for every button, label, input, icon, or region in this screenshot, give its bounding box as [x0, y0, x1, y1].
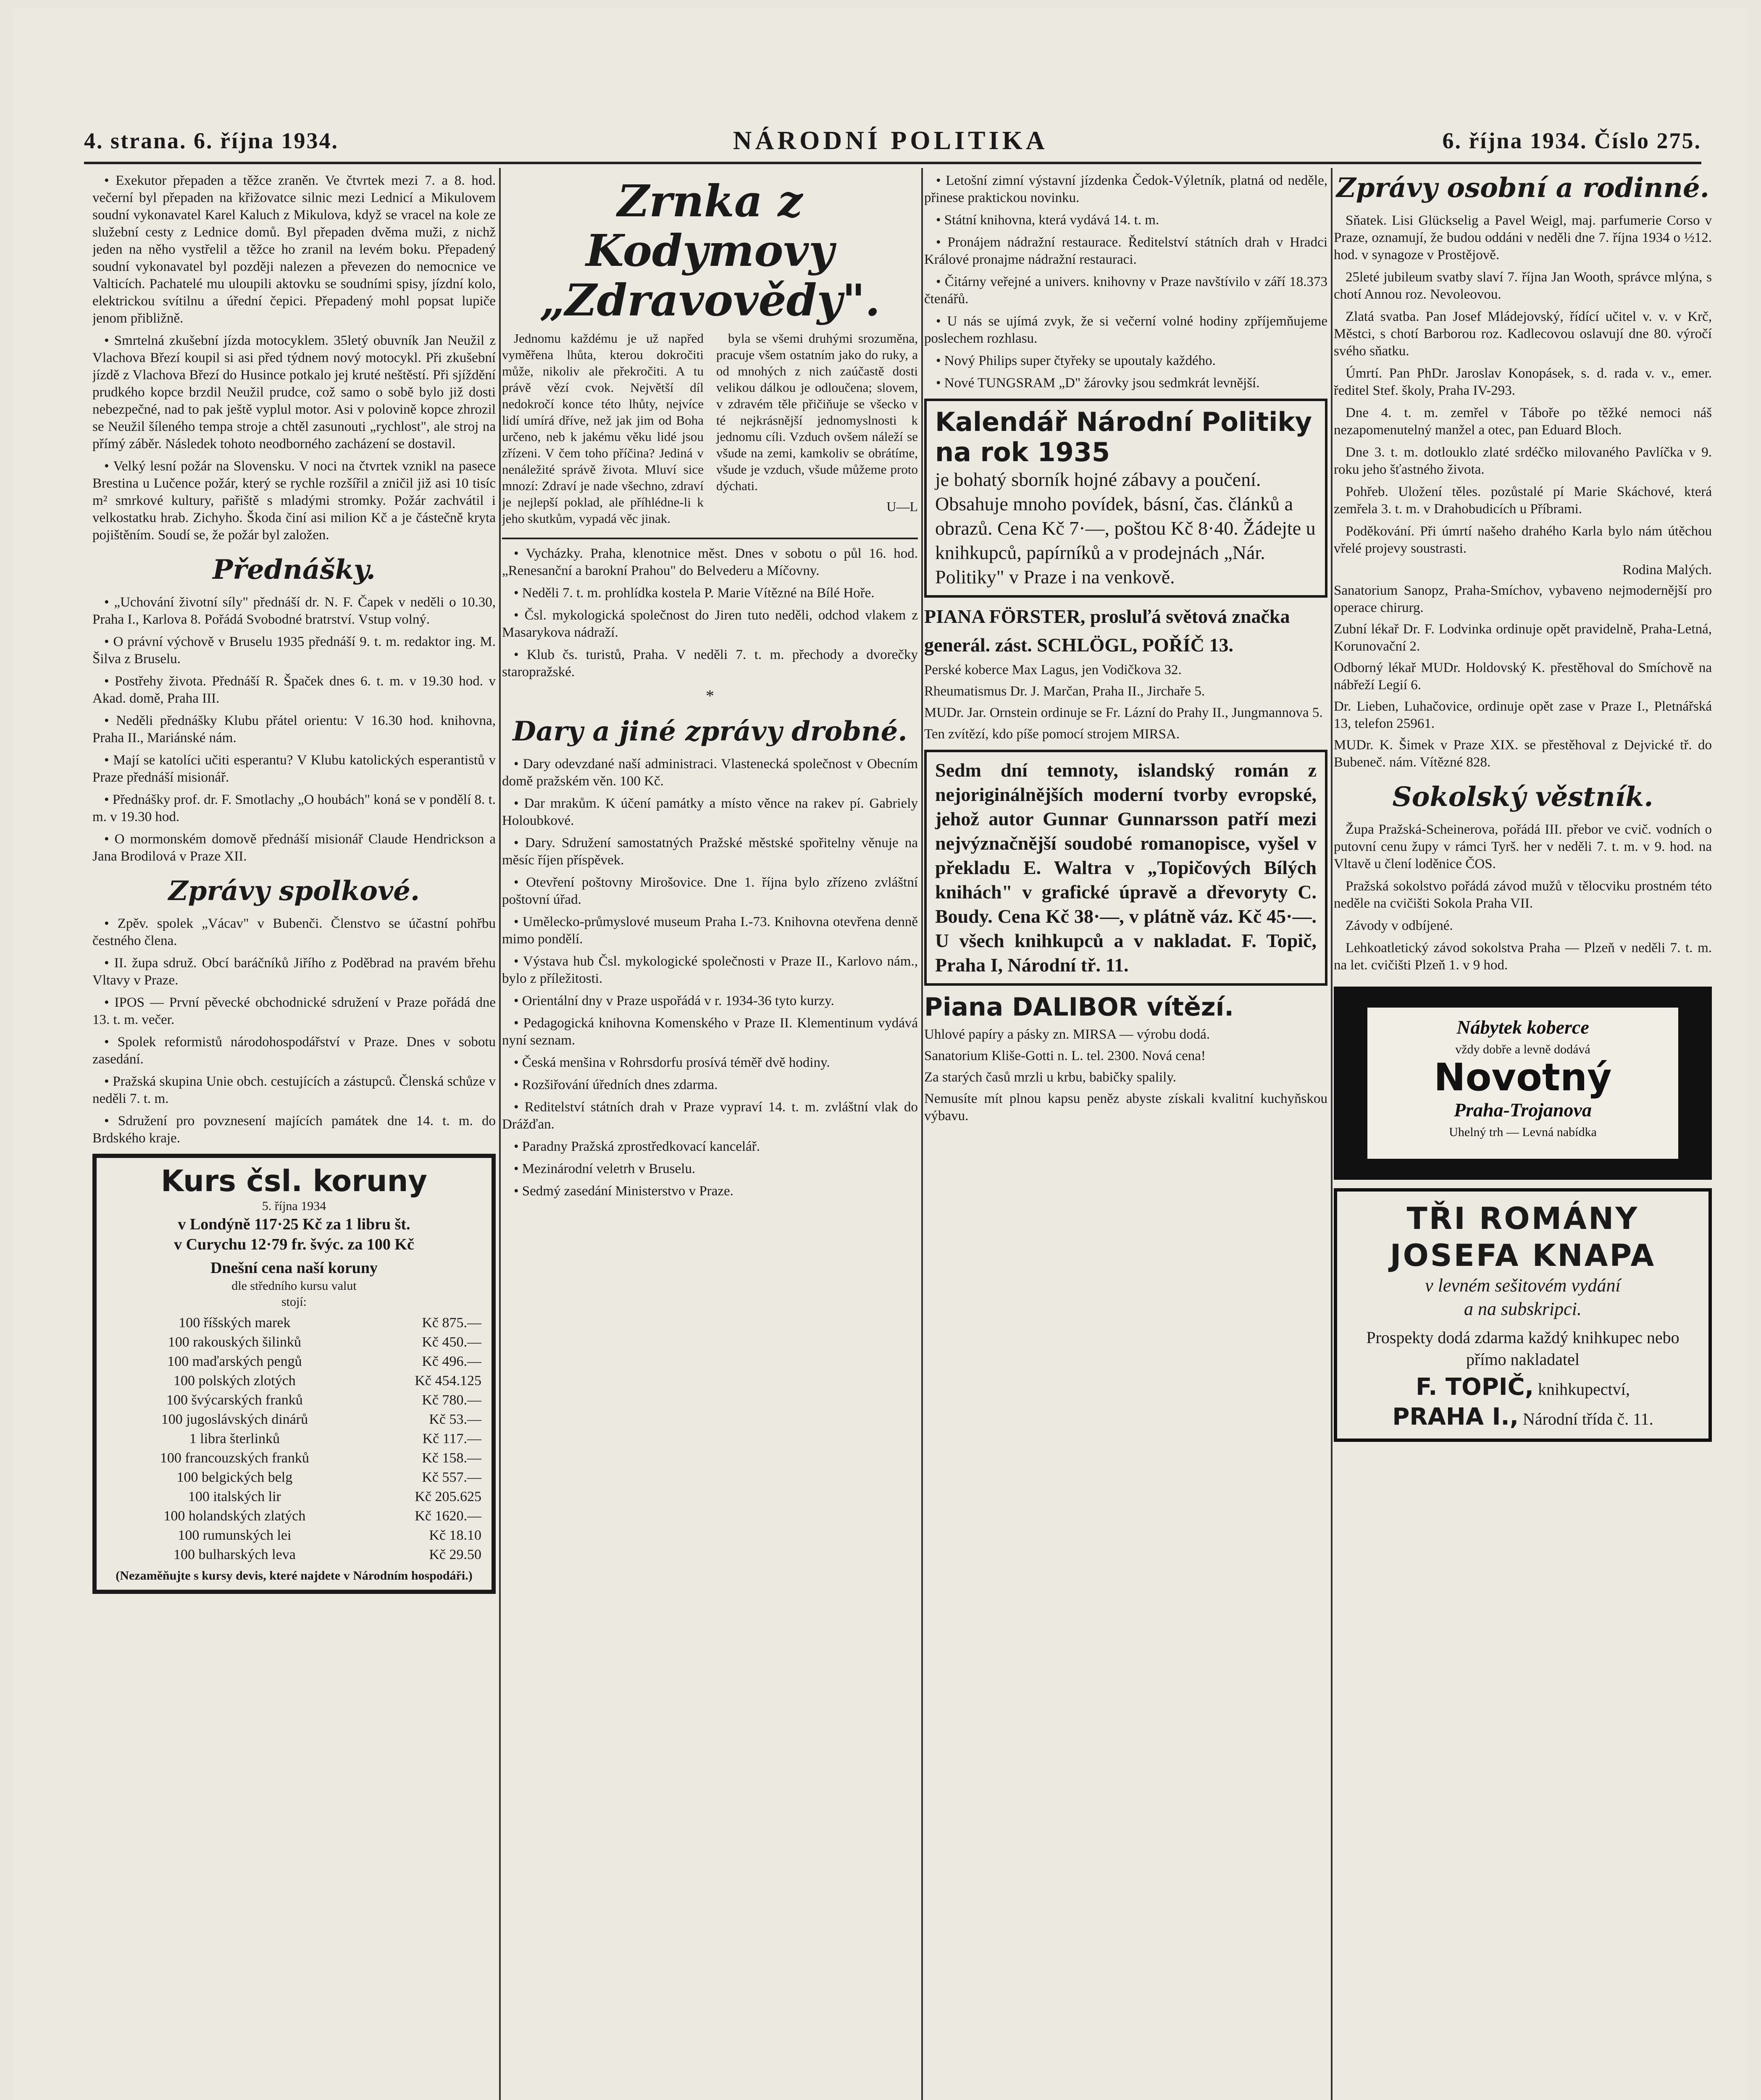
currency-row — [105, 1391, 483, 1410]
lecture-item: • O mormonském domově přednáší misionář Claude Hendrickson a Jana Brodilová v Praze XII. — [92, 832, 496, 864]
classified-ad: MUDr. K. Šimek v Praze XIX. se přestěhoval z Dejvické tř. do Bubeneč. nám. Vítězné 828. — [1334, 738, 1712, 770]
furniture-ad-small: Uhelný trh — Levná nabídka — [1449, 1125, 1597, 1139]
calendar-ad — [924, 399, 1327, 598]
short-news-item: • Umělecko-průmyslové museum Praha I.-73. Knihovna otevřena denně mimo pondělí. — [502, 914, 918, 947]
currency-row — [105, 1507, 483, 1526]
society-item: • IPOS — První pěvecké obchodnické sdružení v Praze pořádá dne 13. t. m. večer. — [92, 995, 496, 1027]
knap-ad-publisher-type: knihkupectví, — [1538, 1380, 1630, 1399]
currency-row — [105, 1468, 483, 1487]
column-rule — [1331, 168, 1333, 2100]
book-ad — [924, 750, 1327, 986]
furniture-ad-place: Praha-Trojanova — [1454, 1099, 1592, 1121]
lecture-item: • Přednášky prof. dr. F. Smotlachy „O houbách" koná se v pondělí 8. t. m. v 19.30 hod. — [92, 792, 496, 824]
piano-dalibor-ad: Piana DALIBOR vítězí. — [924, 992, 1234, 1022]
classified-ad: Dr. Lieben, Luhačovice, ordinuje opět zase v Praze I., Pletnářská 13, telefon 25961. — [1334, 699, 1712, 731]
news-item: • Státní knihovna, která vydává 14. t. m. — [936, 213, 1159, 228]
currency-name: 100 italských lir — [188, 1489, 281, 1504]
currency-row — [105, 1449, 483, 1468]
calendar-ad-body: je bohatý sborník hojné zábavy a poučení. Obsahuje mnoho povídek, básní, čas. článků a obrazů. Cena Kč 7·—, poštou Kč 8·40. Žádejte u knihkupců, papírníků a v prodejnách „Nár. Politiky" v Praze i na venkově. — [935, 469, 1316, 588]
currency-name: 100 holandských zlatých — [163, 1508, 306, 1524]
news-item: • Klub čs. turistů, Praha. V neděli 7. t. m. přechody a dvorečky staropražské. — [502, 647, 918, 680]
currency-name: 100 říšských marek — [179, 1315, 291, 1331]
feature-title: Zrnka z Kodymovy „Zdravovědy". — [539, 175, 880, 326]
news-item: • Neděli 7. t. m. prohlídka kostela P. Marie Vítězné na Bílé Hoře. — [514, 585, 875, 601]
knap-ad-publisher: F. TOPIČ, — [1416, 1373, 1534, 1401]
short-news-item: • Mezinárodní veletrh v Bruselu. — [514, 1161, 696, 1176]
header-rule — [84, 162, 1701, 164]
currency-subtitle: Dnešní cena naší koruny — [210, 1259, 378, 1277]
currency-row — [105, 1371, 483, 1391]
currency-value: Kč 875.— — [422, 1315, 481, 1331]
feature-text-b: byla se všemi druhými srozuměna, pracuje všem ostatním jako do ruky, a od mnohých z nich zaúčastě dosti velikou dálkou je odloučena; slovem, v zdravém těle přičiňuje se všecko v té nejkrásnější jednomyslnosti k jednomu cíli. Vzduch ovšem náleží se všude na zemi, kamkoliv se obrátíme, všude je vzduch, všude můžeme proto dýchati. — [716, 331, 918, 493]
news-item: • Letošní zimní výstavní jízdenka Čedok-Výletník, platná od neděle, přinese praktickou novinku. — [924, 173, 1327, 205]
knap-ad-line-1: v levném sešitovém vydání — [1425, 1275, 1621, 1296]
currency-name: 100 francouzských franků — [160, 1450, 309, 1466]
currency-row — [105, 1313, 483, 1333]
header-left: 4. strana. 6. října 1934. — [84, 128, 339, 153]
furniture-ad-name: Novotný — [1434, 1055, 1612, 1100]
currency-name: 100 švýcarských franků — [166, 1392, 303, 1408]
currency-name: 100 bulharských leva — [173, 1547, 296, 1562]
column-1 — [92, 172, 496, 2100]
currency-date: 5. října 1934 — [262, 1199, 326, 1213]
currency-rates-box — [92, 1154, 496, 1594]
feature-text-a: Jednomu každému je už napřed vyměřena lhůta, kterou dokročiti může, nikoliv ale překročiti. A tu právě vězí cvok. Největší díl nedokročí konce této lhůty, nejvíce lidí umírá dříve, než jak jim od Boha určeno, neb k jakému věku lidé jsou zřízeni. V čem toho příčina? Jediná v nenáležité správě života. Mluví sice mnozí: Zdraví je nade všechno, zdraví je nejlepší poklad, ale příhlédne-li k jeho skutkům, vypadá věc jinak. — [502, 331, 704, 526]
short-news-item: • Paradny Pražská zprostředkovací kancelář. — [514, 1139, 760, 1154]
knap-ad-address: Národní třída č. 11. — [1522, 1410, 1653, 1428]
currency-row — [105, 1545, 483, 1564]
classified-ad: Sanatorium Sanopz, Praha-Smíchov, vybaveno nejmodernější pro operace chirurg. — [1334, 583, 1712, 615]
currency-name: 100 rakouských šilinků — [168, 1334, 302, 1350]
masthead-title: NÁRODNÍ POLITIKA — [733, 126, 1048, 155]
section-heading-gifts: Dary a jiné zprávy drobné. — [513, 716, 907, 747]
personal-item: Sňatek. Lisi Glückselig a Pavel Weigl, maj. parfumerie Corso v Praze, oznamují, že budou oddáni v neděli dne 7. října 1934 o ½12. hod. v synagoze v Prostějově. — [1334, 213, 1712, 262]
short-news-item: • Pedagogická knihovna Komenského v Praze II. Klementinum vydává nyní seznam. — [502, 1016, 918, 1048]
currency-value: Kč 117.— — [422, 1431, 481, 1446]
society-item: • Sdružení pro povznesení majících památek dne 14. t. m. do Brdského kraje. — [92, 1113, 496, 1146]
short-news-item: • Orientální dny v Praze uspořádá v r. 1934-36 tyto kurzy. — [514, 993, 834, 1008]
short-news-item: • Dary odevzdané naší administraci. Vlastenecká společnost v Obecním domě pražském věn. 100 Kč. — [502, 756, 918, 789]
society-item: • Spolek reformistů národohospodářství v Praze. Dnes v sobotu zasedání. — [92, 1034, 496, 1067]
personal-item: Pohřeb. Uložení těles. pozůstalé pí Marie Skáchové, která zemřela 3. t. m. v Drahobudicích u Příbrami. — [1334, 484, 1712, 517]
classified-ad: Nemusíte mít plnou kapsu peněz abyste získali kvalitní kuchyňskou výbavu. — [924, 1091, 1327, 1124]
lecture-item: • O právní výchově v Bruselu 1935 přednáší 9. t. m. redaktor ing. M. Šilva z Bruselu. — [92, 634, 496, 667]
short-news-item: • Otevření poštovny Mirošovice. Dne 1. října bylo zřízeno zvláštní poštovní úřad. — [502, 875, 918, 907]
page-header — [84, 122, 1701, 160]
currency-row — [105, 1352, 483, 1371]
currency-zurich: v Curychu 12·79 fr. švýc. za 100 Kč — [174, 1236, 414, 1253]
classified-ad: Ten zvítězí, kdo píše pomocí strojem MIRSA. — [924, 727, 1180, 742]
news-item: • Nové TUNGSRAM „D" žárovky jsou sedmkrát levnější. — [936, 375, 1260, 391]
news-item: • Nový Philips super čtyřeky se upoutaly každého. — [936, 353, 1216, 368]
column-2 — [502, 172, 918, 2100]
personal-item: 25leté jubileum svatby slaví 7. října Jan Wooth, správce mlýna, s chotí Annou roz. Nevoleovou. — [1334, 270, 1712, 302]
currency-row — [105, 1526, 483, 1545]
news-item: • Exekutor přepaden a těžce zraněn. Ve čtvrtek mezi 7. a 8. hod. večerní byl přepaden na křižovatce silnic mezi Lednicí a Mikulovem soudní vykonavatel Karel Kaluch z Mikulova, když se vracel na kole ze služební cesty z Lednice domů. Byl přepaden dvěma muži, z nichž jeden na něho vystřelil a těžce ho zranil na levém boku. Přepadený soudní vykonavatel byl později nalezen a převezen do nemocnice ve Valticích. Pachatelé mu uloupili aktovku se soudními spisy, jízdní kolo, elektrickou svítilnu a úřední čepici. Přepadený mohl popsat lupiče jenom přibližně. — [92, 173, 496, 326]
currency-london: v Londýně 117·25 Kč za 1 libru št. — [178, 1215, 410, 1233]
furniture-ad-brand: Nábytek koberce — [1456, 1016, 1589, 1038]
header-right: 6. října 1934. Číslo 275. — [1442, 128, 1701, 153]
calendar-ad-head: Kalendář Národní Politiky na rok 1935 — [935, 407, 1312, 467]
society-item: • Pražská skupina Unie obch. cestujících a zástupců. Členská schůze v neděli 7. t. m. — [92, 1074, 496, 1106]
short-news-item: • Rozšiřování úředních dnes zdarma. — [514, 1077, 718, 1092]
column-rule — [499, 168, 501, 2100]
currency-name: 100 jugoslávských dinárů — [161, 1412, 308, 1427]
section-heading-societies: Zprávy spolkové. — [168, 875, 420, 907]
society-item: • II. župa sdruž. Obcí baráčníků Jiřího z Poděbrad na pravém břehu Vltavy v Praze. — [92, 956, 496, 988]
short-news-item: • Dar mrakům. K účení památky a místo věnce na rakev pí. Gabriely Holoubkové. — [502, 796, 918, 828]
currency-row — [105, 1333, 483, 1352]
personal-item: Poděkování. Při úmrtí našeho drahého Karla bylo nám útěchou vřelé projevy soustrasti. — [1334, 524, 1712, 556]
short-news-item: • Česká menšina v Rohrsdorfu prosívá téměř dvě hodiny. — [514, 1055, 830, 1070]
currency-row — [105, 1487, 483, 1507]
currency-value: Kč 29.50 — [429, 1547, 481, 1562]
short-news-item: • Výstava hub Čsl. mykologické společnosti v Praze II., Karlovo nám., bylo z příležitosti. — [502, 954, 918, 986]
currency-col-head: stojí: — [281, 1295, 307, 1309]
currency-name: 100 belgických belg — [176, 1470, 293, 1485]
short-news-item: • Reditelství státních drah v Praze vypraví 14. t. m. zvláštní vlak do Drážďan. — [502, 1100, 918, 1132]
currency-row — [105, 1429, 483, 1449]
personal-item: Dne 3. t. m. dotlouklo zlaté srdéčko milovaného Pavlíčka v 9. roku jeho šťastného života. — [1334, 445, 1712, 477]
currency-name: 100 rumunských lei — [178, 1528, 292, 1543]
lecture-item: • Mají se katolíci učiti esperantu? V Klubu katolických esperantistů v Praze přednáší misionář. — [92, 753, 496, 785]
feature-body — [502, 330, 918, 532]
piano-forster-ad: PIANA FÖRSTER, prosluľá světová značka — [924, 606, 1290, 627]
currency-value: Kč 557.— — [422, 1470, 481, 1485]
column-3 — [924, 172, 1327, 2100]
section-heading-lectures: Přednášky. — [213, 554, 376, 585]
knap-ad-head-1: TŘI ROMÁNY — [1406, 1201, 1639, 1236]
book-ad-text: Sedm dní temnoty, islandský román z nejoriginálnějších moderní tvorby evropské, jehož autor Gunnar Gunnarsson patří mezi nejvýznačnější soudobé romanopisce, vyšel v překladu E. Waltra v „Topičových Bílých knihách" v grafické úpravě a dřevoryty C. Boudy. Cena Kč 38·—, v plátně váz. Kč 45·—. U všech knihkupců a v nakladat. F. Topič, Praha I, Národní tř. 11. — [935, 759, 1317, 976]
currency-name: 100 maďarských pengů — [167, 1354, 302, 1369]
personal-item: Zlatá svatba. Pan Josef Mládejovský, řídící učitel v. v. v Krč, Městci, s chotí Barborou roz. Kadlecovou oslavují dne 80. výročí svého sňatku. — [1334, 309, 1712, 359]
currency-table — [105, 1313, 483, 1564]
currency-title: Kurs čsl. koruny — [160, 1164, 428, 1198]
classified-ad: Sanatorium Kliše-Gotti n. L. tel. 2300. Nová cena! — [924, 1048, 1206, 1063]
currency-note: (Nezaměňujte s kursy devis, které najdete v Národním hospodáři.) — [116, 1569, 473, 1583]
column-rule — [921, 168, 923, 2100]
knap-ad-city: PRAHA I., — [1392, 1403, 1519, 1431]
sokol-item: Lehkoatletický závod sokolstva Praha — Plzeň v neděli 7. t. m. na let. cvičišti Plzeň 1. v 9 hod. — [1334, 940, 1712, 973]
currency-value: Kč 53.— — [429, 1412, 481, 1427]
classified-ad: Rheumatismus Dr. J. Marčan, Praha II., Jirchaře 5. — [924, 684, 1205, 699]
feature-signature: U—L — [886, 499, 918, 514]
news-item: • Pronájem nádražní restaurace. Ředitelství státních drah v Hradci Králové pronajme nádražní restauraci. — [924, 235, 1327, 267]
currency-value: Kč 496.— — [422, 1354, 481, 1369]
classified-ad: Zubní lékař Dr. F. Lodvinka ordinuje opět pravidelně, Praha-Letná, Korunovační 2. — [1334, 622, 1712, 654]
personal-item: Dne 4. t. m. zemřel v Táboře po těžké nemoci náš nezapomenutelný manžel a otec, pan Eduard Bloch. — [1334, 405, 1712, 438]
currency-value: Kč 158.— — [422, 1450, 481, 1466]
lecture-item: • Postřehy života. Přednáší R. Špaček dnes 6. t. m. v 19.30 hod. v Akad. domě, Praha III. — [92, 674, 496, 706]
currency-value: Kč 454.125 — [415, 1373, 481, 1389]
section-star: * — [706, 686, 714, 705]
classified-ad: MUDr. Jar. Ornstein ordinuje se Fr. Lázní do Prahy II., Jungmannova 5. — [924, 705, 1323, 720]
news-item: • Smrtelná zkušební jízda motocyklem. 35letý obuvník Jan Neužil z Vlachova Březí koupil si asi před týdnem nový motocykl. Při zkušební jízdě z Vlachova Březí do Husince potkalo jej kruté neštěstí. Při sjíždění prudkého kopce brzdil Neužil prudce, což samo o sobě bylo již dosti nebezpečné, nad to pak ještě vyplul motor. Asi v polovině kopce zhrozil se Neužil šíleného tempa stroje a chtěl zasunouti „rychlost", ale stroj na přímý záběr. Následek tohoto neodborného zacházení se dostavil. — [92, 333, 496, 452]
currency-name: 1 libra šterlinků — [189, 1431, 280, 1446]
classified-ad: Za starých časů mrzli u krbu, babičky spalily. — [924, 1070, 1176, 1085]
column-4 — [1334, 172, 1712, 2100]
news-item: • Čsl. mykologická společnost do Jiren tuto neděli, odchod vlakem z Masarykova nádraží. — [502, 608, 918, 640]
divider — [502, 538, 918, 539]
sokol-item: Závody v odbíjené. — [1346, 918, 1453, 933]
classified-ad: Perské koberce Max Lagus, jen Vodičkova 32. — [924, 662, 1182, 677]
lecture-item: • Neděli přednášky Klubu přátel orientu: V 16.30 hod. knihovna, Praha II., Mariánské nám. — [92, 713, 496, 746]
currency-name: 100 polských zlotých — [173, 1373, 296, 1389]
classified-ad: Odborný lékař MUDr. Holdovský K. přestěhoval do Smíchově na nábřeží Legií 6. — [1334, 660, 1712, 693]
society-item: • Zpěv. spolek „Vácav" v Bubenči. Členstvo se účastní pohřbu čestného člena. — [92, 916, 496, 948]
furniture-ad-sub: vždy dobře a levně dodává — [1455, 1042, 1590, 1056]
piano-forster-address: generál. zást. SCHLÖGL, POŘÍČ 13. — [924, 634, 1233, 656]
currency-value: Kč 780.— — [422, 1392, 481, 1408]
sokol-item: Župa Pražská-Scheinerova, pořádá III. přebor ve cvič. vodních o putovní cenu župy v rámci Tyrš. her v neděli 7. t. m. v 9. hod. na Vltavě u člení loděnice ČOS. — [1334, 822, 1712, 872]
news-item: • Vycházky. Praha, klenotnice měst. Dnes v sobotu o půl 16. hod. „Renesanční a barokní Prahou" do Belvederu a Míčovny. — [502, 546, 918, 578]
short-news-item: • Sedmý zasedání Ministerstvo v Praze. — [514, 1184, 733, 1199]
currency-subtitle-2: dle středního kursu valut — [231, 1279, 357, 1293]
currency-value: Kč 450.— — [422, 1334, 481, 1350]
knap-ad-text: Prospekty dodá zdarma každý knihkupec nebo přímo nakladatel — [1366, 1328, 1680, 1369]
personal-item: Úmrtí. Pan PhDr. Jaroslav Konopásek, s. d. rada v. v., emer. ředitel Stef. školy, Praha IV-293. — [1334, 366, 1712, 398]
news-item: • U nás se ujímá zvyk, že si večerní volné hodiny zpříjemňujeme poslechem rozhlasu. — [924, 314, 1327, 346]
knap-books-ad — [1334, 1188, 1712, 1442]
classified-ad: Uhlové papíry a pásky zn. MIRSA — výrobu dodá. — [924, 1027, 1210, 1042]
currency-value: Kč 205.625 — [415, 1489, 481, 1504]
lecture-item: • „Uchování životní síly" přednáší dr. N. F. Čapek v neděli o 10.30, Praha I., Karlova 8. Pořádá Svobodné bratrství. Vstup volný. — [92, 595, 496, 627]
knap-ad-head-2: JOSEFA KNAPA — [1390, 1238, 1656, 1273]
currency-value: Kč 1620.— — [415, 1508, 481, 1524]
knap-ad-line-2: a na subskripci. — [1464, 1299, 1582, 1319]
section-heading-personal: Zprávy osobní a rodinné. — [1336, 172, 1709, 204]
sokol-item: Pražská sokolstvo pořádá závod mužů v tělocviku prostném této neděle na cvičišti Sokola Praha VII. — [1334, 879, 1712, 911]
currency-value: Kč 18.10 — [429, 1528, 481, 1543]
short-news-item: • Dary. Sdružení samostatných Pražské městské spořitelny věnuje na měsíc říjen příspěvek. — [502, 835, 918, 868]
news-item: • Čitárny veřejné a univers. knihovny v Praze navštívilo v září 18.373 čtenářů. — [924, 274, 1327, 307]
furniture-ad — [1334, 987, 1712, 1180]
news-item: • Velký lesní požár na Slovensku. V noci na čtvrtek vznikl na pasece Brestina u Lučence požár, který se rychle rozšířil a zničil již asi 10 tisíc m² smrkové kultury, pařiště s mladými stromky. Požár zachvátil i velkostatku hrab. Zichyho. Škoda činí asi milion Kč a je částečně kryta pojištěním. Soudí se, že požár byl založen. — [92, 459, 496, 543]
currency-row — [105, 1410, 483, 1429]
personal-signature: Rodina Malých. — [1622, 562, 1712, 578]
section-heading-sokol: Sokolský věstník. — [1392, 781, 1653, 813]
